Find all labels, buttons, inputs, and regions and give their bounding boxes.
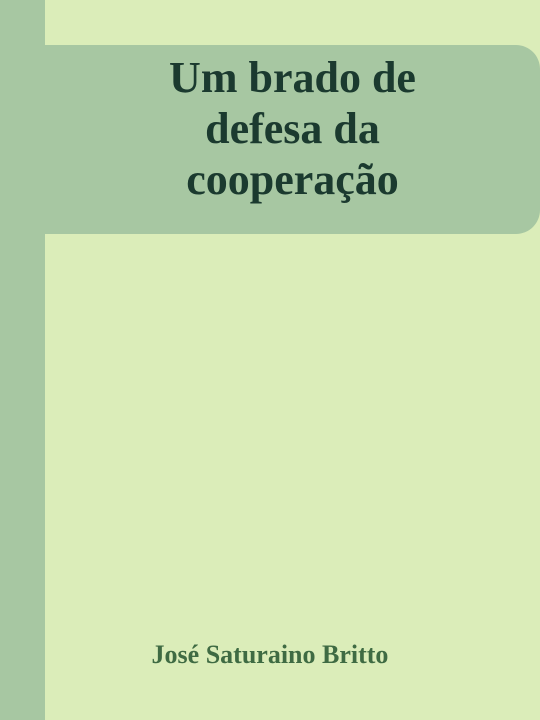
book-title-line-3: cooperação — [186, 155, 399, 204]
book-title-line-1: Um brado de — [169, 53, 416, 102]
book-author: José Saturaino Britto — [151, 640, 389, 669]
book-title — [45, 52, 540, 205]
book-title-line-2: defesa da — [205, 104, 380, 153]
cover-spine — [0, 0, 45, 720]
